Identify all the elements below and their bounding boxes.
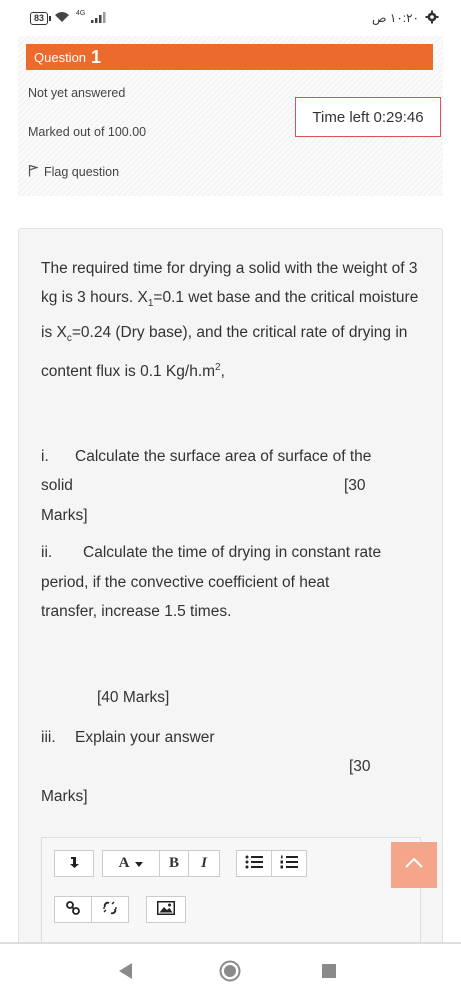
clock: ١٠:٢٠ ص (372, 11, 419, 25)
part-i-continuation: solid (41, 477, 73, 494)
back-icon[interactable] (119, 963, 133, 984)
question-marks: Marked out of 100.00 (28, 125, 147, 139)
bold-button[interactable]: B (159, 850, 189, 877)
settings-gear-icon (425, 10, 439, 27)
image-icon (157, 901, 175, 919)
x1-subscript: 1 (147, 298, 154, 310)
question-state: Not yet answered (28, 86, 126, 100)
unlink-icon (102, 900, 118, 920)
question-header (26, 44, 433, 70)
wifi-icon (54, 11, 70, 26)
bullet-list-icon (245, 855, 263, 873)
home-icon[interactable] (219, 960, 241, 987)
network-label: 4G (76, 9, 86, 17)
part-ii-text: Calculate the time of drying in constant rate (83, 544, 382, 561)
status-bar (0, 0, 461, 36)
font-color-label: A (118, 855, 130, 871)
part-ii-marks: [40 Marks] (97, 689, 170, 706)
part-ii-line3: transfer, increase 1.5 times. (41, 603, 232, 620)
arrow-down-icon (68, 855, 80, 873)
xc-subscript: c (66, 333, 72, 345)
intro-text-1: The required time for drying a solid with the weight of 3 kg is 3 hours. X (41, 260, 418, 306)
part-iii-number: iii. (41, 729, 56, 746)
flag-label: Flag question (44, 165, 120, 179)
part-ii-line2: period, if the convective coefficient of heat (41, 574, 330, 591)
part-i-text: Calculate the surface area of surface of the (75, 448, 372, 465)
flag-icon (28, 164, 38, 180)
battery-indicator: 83 (30, 12, 48, 25)
collapse-toolbar-button[interactable] (54, 850, 94, 877)
caret-down-icon (135, 855, 143, 872)
insert-image-button[interactable] (146, 896, 186, 923)
recents-icon[interactable] (322, 964, 336, 983)
chevron-up-icon (404, 856, 424, 874)
navigation-bar (0, 942, 461, 1000)
part-ii-number: ii. (41, 544, 53, 561)
signal-icon (91, 11, 109, 26)
link-icon (65, 900, 81, 920)
intro-text-3: =0.24 (Dry base), and the critical rate of drying in content flux is 0.1 Kg/h.m (41, 324, 408, 381)
intro-text-2: =0.1 wet base and the critical moisture is X (41, 289, 419, 342)
flag-question-link[interactable] (28, 164, 119, 180)
unlink-button[interactable] (91, 896, 129, 923)
question-text (41, 254, 421, 386)
intro-text-end: , (220, 363, 225, 381)
part-iii-text: Explain your answer (75, 729, 215, 746)
italic-button[interactable]: I (188, 850, 220, 877)
part-iii-marks-end: Marks] (41, 788, 88, 805)
question-label: Question (34, 49, 87, 65)
answer-editor[interactable] (41, 837, 421, 949)
squared-superscript: 2 (215, 362, 221, 374)
numbered-list-icon (280, 855, 298, 873)
status-left (30, 11, 109, 26)
unordered-list-button[interactable] (236, 850, 272, 877)
font-color-button[interactable] (102, 850, 160, 877)
status-right (372, 10, 439, 27)
time-left-timer: Time left 0:29:46 (295, 97, 441, 137)
scroll-top-button[interactable] (391, 842, 437, 888)
question-number: 1 (91, 46, 102, 67)
ordered-list-button[interactable] (271, 850, 307, 877)
part-i-marks: [30 (344, 477, 366, 494)
insert-link-button[interactable] (54, 896, 92, 923)
question-content (18, 228, 443, 948)
part-iii-marks: [30 (349, 758, 371, 775)
part-i-number: i. (41, 448, 49, 465)
part-i-marks-end: Marks] (41, 507, 88, 524)
